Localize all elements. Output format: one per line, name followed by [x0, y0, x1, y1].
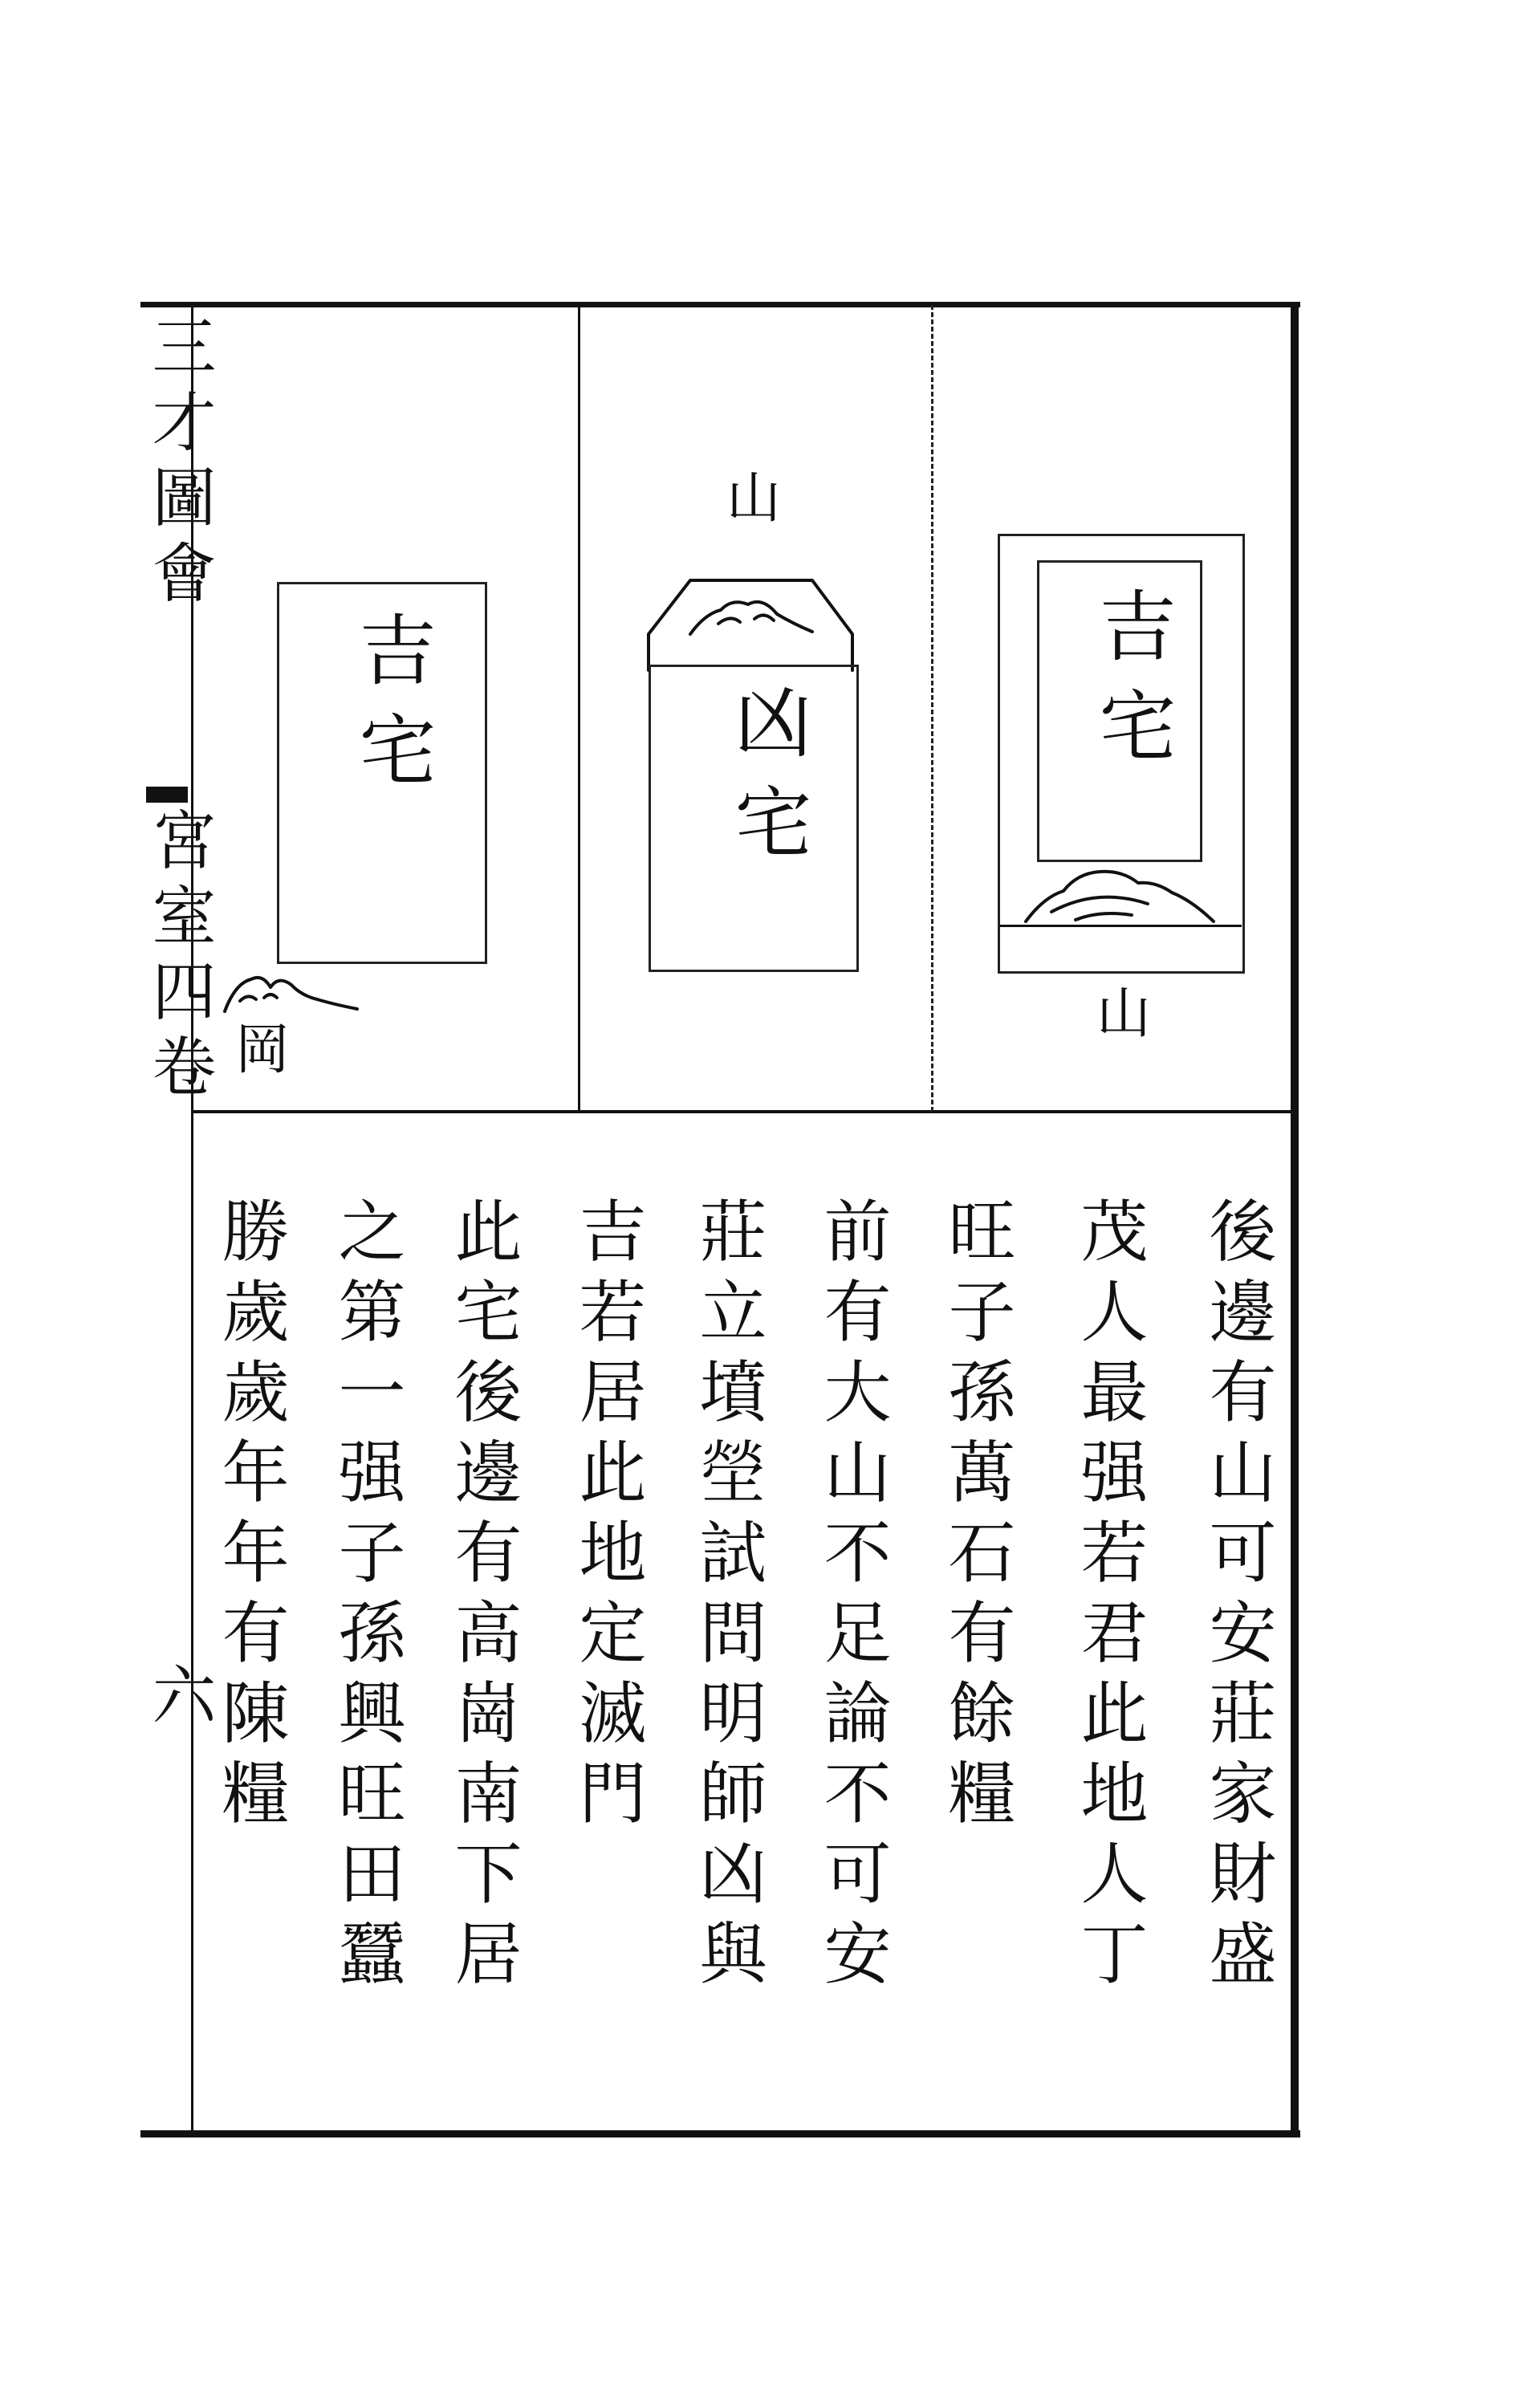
verse-column-7: 此宅後邊有高崗南下居 [444, 1196, 523, 1999]
middle-hill-label: 山 [726, 467, 782, 531]
middle-house-label: 凶宅 [722, 682, 812, 881]
book-title: 三才圖會 [141, 313, 216, 615]
right-hill-icon [1019, 859, 1220, 927]
middle-hill-icon [642, 566, 863, 678]
frame-right-rule [1291, 302, 1299, 2138]
verse-column-9: 勝歲歲年年有陳糧 [211, 1196, 290, 1838]
left-house-label: 吉宅 [347, 610, 437, 809]
fishtail-mark [146, 787, 188, 803]
left-hill-label: 岡 [235, 1019, 291, 1082]
frame-mid-horizontal-rule [191, 1110, 1292, 1113]
verse-column-1: 後邊有山可安莊家財盛 [1198, 1196, 1277, 1999]
diagram-divider-1 [578, 305, 580, 1112]
diagram-divider-2 [931, 305, 933, 1112]
left-hill-icon [221, 951, 365, 1023]
page-number: 六 [141, 1662, 216, 1737]
verse-column-2: 茂人最强若君此地人丁 [1070, 1196, 1149, 1999]
right-hill-label: 山 [1096, 982, 1152, 1046]
verse-column-3: 旺子孫萬石有餘糧 [937, 1196, 1016, 1838]
right-base-line [999, 925, 1242, 927]
verse-column-5: 莊立墳塋試問明師凶與 [689, 1196, 767, 1999]
verse-column-6: 吉若居此地定滅門 [568, 1196, 647, 1838]
right-house-label: 吉宅 [1087, 586, 1177, 785]
frame-bottom-rule [140, 2130, 1300, 2138]
verse-column-4: 前有大山不足論不可安 [813, 1196, 892, 1999]
section-title: 宮室四卷 [141, 807, 216, 1108]
verse-column-8: 之第一强子孫興旺田蠶 [327, 1196, 406, 1999]
frame-top-rule [140, 302, 1300, 307]
